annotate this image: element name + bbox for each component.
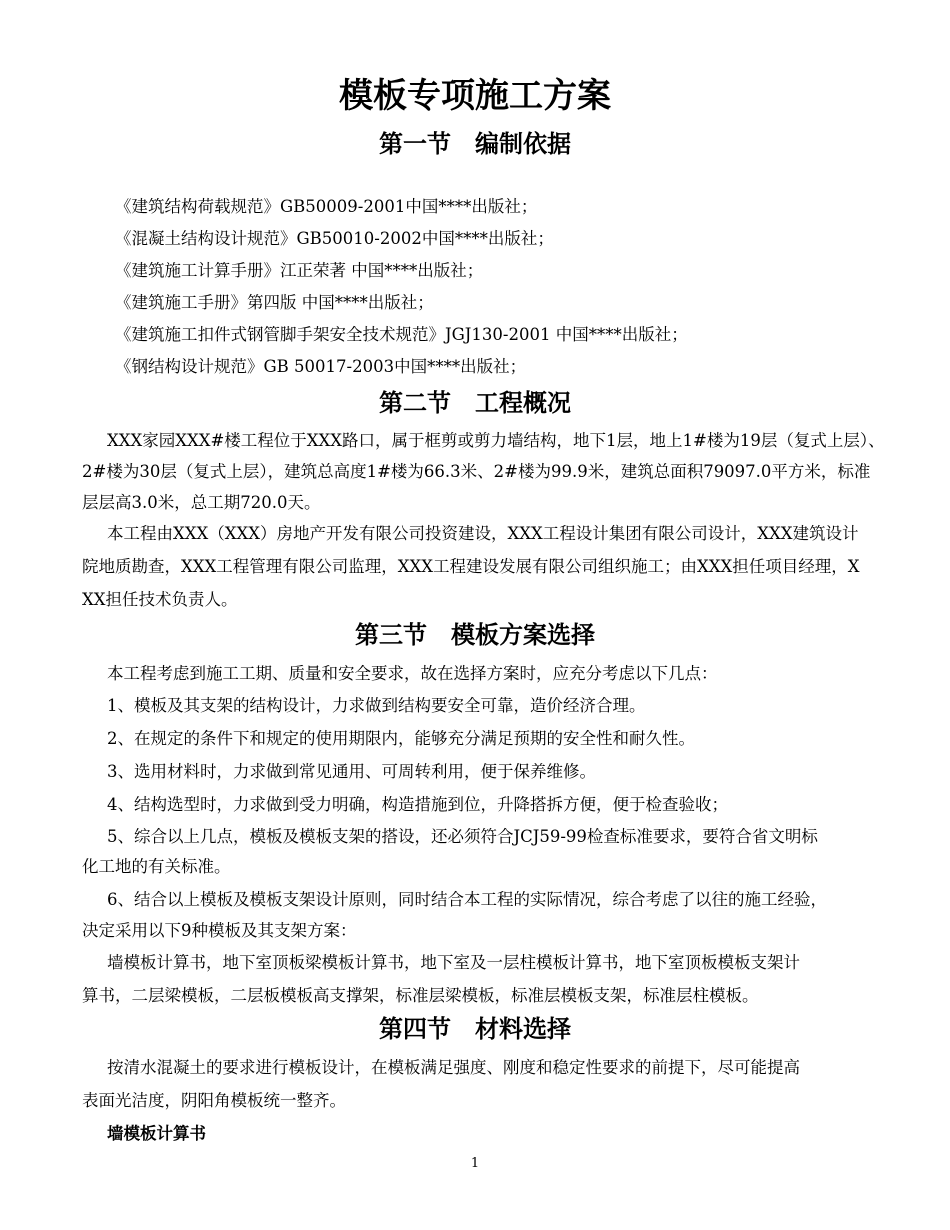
scheme-point: 墙模板计算书，地下室顶板梁模板计算书，地下室及一层柱模板计算书，地下室顶板模板支架计	[107, 953, 800, 972]
scheme-point: 2、在规定的条件下和规定的使用期限内，能够充分满足预期的安全性和耐久性。	[107, 729, 695, 748]
subheading-wall-formwork: 墙模板计算书	[107, 1124, 206, 1143]
scheme-point: 3、选用材料时，力求做到常见通用、可周转利用，便于保养维修。	[107, 762, 596, 781]
overview-line: XX担任技术负责人。	[82, 590, 238, 609]
scheme-point: 1、模板及其支架的结构设计，力求做到结构要安全可靠，造价经济合理。	[107, 696, 646, 715]
page-number: 1	[470, 1156, 480, 1171]
overview-line: 本工程由XXX（XXX）房地产开发有限公司投资建设，XXX工程设计集团有限公司设计，XXX建筑设计	[107, 524, 859, 543]
reference-item: 《建筑施工手册》第四版 中国****出版社；	[115, 293, 434, 312]
document-title: 模板专项施工方案	[339, 76, 611, 116]
scheme-point: 5、综合以上几点，模板及模板支架的搭设，还必须符合JCJ59-99检查标准要求，要符合省文明标	[107, 827, 818, 846]
reference-item: 《混凝土结构设计规范》GB50010-2002中国****出版社；	[115, 229, 554, 248]
scheme-point: 4、结构选型时，力求做到受力明确，构造措施到位，升降搭拆方便，便于检查验收；	[107, 795, 728, 814]
scheme-point: 化工地的有关标准。	[82, 857, 231, 876]
materials-line: 表面光洁度，阴阳角模板统一整齐。	[82, 1091, 346, 1110]
overview-line: 2#楼为30层（复式上层），建筑总高度1#楼为66.3米、2#楼为99.9米，建筑总面积79097.0平方米，标准	[82, 462, 871, 481]
reference-item: 《建筑施工扣件式钢管脚手架安全技术规范》JGJ130-2001 中国****出版社；	[115, 325, 688, 344]
section-heading-4: 第四节 材料选择	[379, 1014, 571, 1043]
scheme-point: 6、结合以上模板及模板支架设计原则，同时结合本工程的实际情况，综合考虑了以往的施工经验，	[107, 890, 827, 909]
materials-line: 按清水混凝土的要求进行模板设计，在模板满足强度、刚度和稳定性要求的前提下，尽可能提高	[107, 1058, 800, 1077]
section-heading-1: 第一节 编制依据	[379, 129, 571, 158]
overview-line: XXX家园XXX#楼工程位于XXX路口，属于框剪或剪力墙结构，地下1层，地上1#楼为19层（复式上层）、	[107, 431, 885, 450]
overview-line: 院地质勘查，XXX工程管理有限公司监理，XXX工程建设发展有限公司组织施工；由XXX担任项目经理，X	[82, 557, 860, 576]
overview-line: 层层高3.0米，总工期720.0天。	[82, 493, 321, 512]
reference-item: 《建筑施工计算手册》江正荣著 中国****出版社；	[115, 261, 484, 280]
section-heading-3: 第三节 模板方案选择	[355, 620, 595, 649]
scheme-point: 决定采用以下9种模板及其支架方案：	[82, 921, 357, 940]
scheme-point: 算书，二层梁模板，二层板模板高支撑架，标准层梁模板，标准层模板支架，标准层柱模板。	[82, 986, 759, 1005]
scheme-intro: 本工程考虑到施工工期、质量和安全要求，故在选择方案时，应充分考虑以下几点：	[107, 664, 718, 683]
reference-item: 《钢结构设计规范》GB 50017-2003中国****出版社；	[115, 357, 527, 376]
section-heading-2: 第二节 工程概况	[379, 388, 571, 417]
reference-item: 《建筑结构荷载规范》GB50009-2001中国****出版社；	[115, 197, 538, 216]
